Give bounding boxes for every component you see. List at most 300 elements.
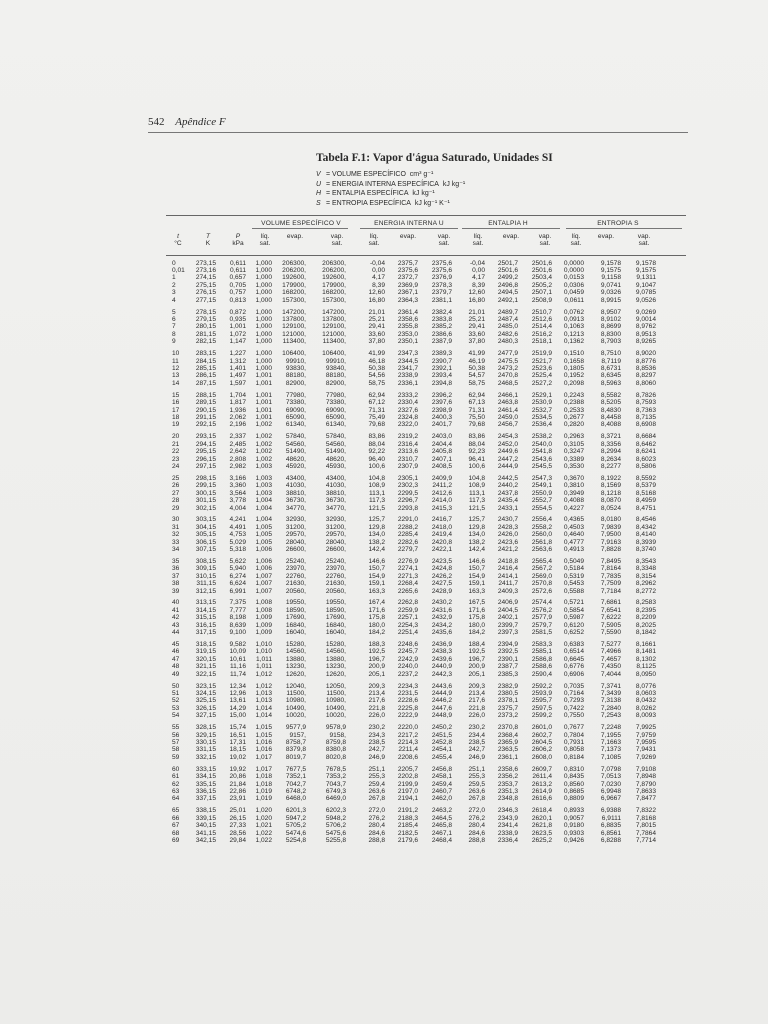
table-cell: 2,062 xyxy=(229,413,246,421)
table-cell: 255,3 xyxy=(368,773,385,780)
table-cell: 48 xyxy=(172,663,180,671)
table-cell: 2310,7 xyxy=(397,455,418,463)
table-cell: 2547,3 xyxy=(531,474,552,482)
table-cell: 8,8536 xyxy=(635,364,656,372)
table-cell: 46,18 xyxy=(368,357,385,365)
table-cell: 180,0 xyxy=(468,621,485,629)
table-cell: 34 xyxy=(172,546,180,553)
table-cell: 51 xyxy=(172,689,180,697)
table-cell: 2613,2 xyxy=(531,780,552,788)
table-cell: 113400, xyxy=(322,338,346,346)
table-cell: 21,01 xyxy=(468,308,485,316)
table-cell: 2597,5 xyxy=(531,704,552,712)
table-cell: 8379,8 xyxy=(285,746,306,754)
table-cell: 230,2 xyxy=(368,724,385,731)
table-cell: 8,5592 xyxy=(635,474,656,482)
table-cell: 29,41 xyxy=(468,323,485,331)
table-cell: 59 xyxy=(172,753,180,761)
table-cell: 8,4959 xyxy=(635,497,656,504)
table-cell: 2369,9 xyxy=(397,281,418,289)
table-cell: 25 xyxy=(172,474,180,482)
table-cell: 2343,9 xyxy=(497,814,518,822)
table-cell: 2451,5 xyxy=(431,731,452,739)
table-cell: 129100, xyxy=(322,323,346,331)
table-cell: 79,68 xyxy=(468,421,485,429)
table-cell: 9158, xyxy=(329,731,346,739)
table-cell: 288,8 xyxy=(468,836,485,844)
table-cell: 1,006 xyxy=(255,565,272,573)
table-cell: 2558,2 xyxy=(531,523,552,531)
table-cell: 2459,4 xyxy=(431,780,452,788)
table-cell: 0,2243 xyxy=(563,391,584,399)
table-cell: 2365,9 xyxy=(497,738,518,746)
table-cell: 16840, xyxy=(325,621,346,629)
table-cell: 2541,8 xyxy=(531,448,552,455)
table-cell: 10,61 xyxy=(229,655,246,663)
table-cell: 4 xyxy=(172,296,176,304)
table-cell: 2409,9 xyxy=(431,474,452,482)
table-cell: 277,15 xyxy=(195,296,216,304)
table-cell: 7,2840 xyxy=(600,704,621,712)
table-cell: 93830, xyxy=(285,364,306,372)
table-cell: 286,15 xyxy=(195,372,216,380)
table-cell: 2450,2 xyxy=(431,724,452,731)
table-cell: 8,5582 xyxy=(600,391,621,399)
table-cell: 336,15 xyxy=(195,787,216,795)
table-cell: 1,021 xyxy=(255,822,272,829)
table-cell: 1,147 xyxy=(229,338,246,346)
table-cell: 2468,4 xyxy=(431,836,452,844)
table-cell: 313,15 xyxy=(195,599,216,607)
table-cell: 8,6241 xyxy=(635,448,656,455)
table-cell: 8,2772 xyxy=(635,587,656,595)
table-cell: 8,5806 xyxy=(635,462,656,470)
table-cell: 2475,5 xyxy=(497,357,518,365)
table-cell: 8,8776 xyxy=(635,357,656,365)
table-cell: 0,6120 xyxy=(563,621,584,629)
table-cell: 6,274 xyxy=(229,572,246,580)
table-cell: 2570,8 xyxy=(531,580,552,588)
table-cell: 21 xyxy=(172,440,180,448)
table-cell: 0,4088 xyxy=(563,497,584,504)
table-cell: 341,15 xyxy=(195,829,216,837)
table-cell: 1,002 xyxy=(255,440,272,448)
table-cell: 2579,7 xyxy=(531,621,552,629)
table-cell: 41,99 xyxy=(368,350,385,357)
table-cell: 1,011 xyxy=(255,655,272,663)
table-cell: 117,3 xyxy=(368,497,385,504)
table-cell: 320,15 xyxy=(195,655,216,663)
table-cell: 154,9 xyxy=(368,572,385,580)
table-cell: 309,15 xyxy=(195,565,216,573)
column-header: P kPa xyxy=(232,233,244,248)
table-cell: 0,0306 xyxy=(563,281,584,289)
table-cell: 18 xyxy=(172,413,180,421)
table-cell: 4,491 xyxy=(229,523,246,531)
table-cell: 8,5205 xyxy=(600,399,621,406)
table-cell: 2444,9 xyxy=(431,689,452,697)
table-cell: 8,0524 xyxy=(600,504,621,512)
table-cell: 106400, xyxy=(282,350,306,357)
column-header: evap. xyxy=(286,233,304,240)
table-cell: -0,04 xyxy=(469,259,485,267)
table-cell: 2608,0 xyxy=(531,753,552,761)
table-cell: 2494,5 xyxy=(497,289,518,297)
table-cell: 8380,8 xyxy=(325,746,346,754)
table-cell: 2407,1 xyxy=(431,455,452,463)
table-cell: 2276,9 xyxy=(397,557,418,565)
header-bottom-rule xyxy=(166,255,686,256)
table-cell: 2234,3 xyxy=(397,682,418,690)
table-cell: 2376,9 xyxy=(431,274,452,282)
table-cell: 31200, xyxy=(285,523,306,531)
table-cell: 2240,0 xyxy=(397,663,418,671)
table-cell: 284,6 xyxy=(368,829,385,837)
table-cell: 2501,6 xyxy=(531,266,552,274)
table-cell: 71,31 xyxy=(368,406,385,414)
table-cell: 0,7035 xyxy=(563,682,584,690)
table-cell: 0,8435 xyxy=(563,773,584,780)
table-cell: 272,0 xyxy=(368,807,385,815)
table-cell: 7678,5 xyxy=(325,765,346,773)
table-cell: 2344,5 xyxy=(397,357,418,365)
table-cell: 1,019 xyxy=(255,795,272,803)
table-cell: 7,0230 xyxy=(600,780,621,788)
table-cell: 280,4 xyxy=(468,822,485,829)
table-cell: 307,15 xyxy=(195,546,216,553)
table-cell: 179900, xyxy=(322,281,346,289)
table-cell: 2271,3 xyxy=(397,572,418,580)
table-cell: 9,0741 xyxy=(600,281,621,289)
table-cell: 1,018 xyxy=(255,773,272,780)
table-cell: 46,19 xyxy=(468,357,485,365)
table-cell: 48620, xyxy=(285,455,306,463)
table-cell: 2574,4 xyxy=(531,599,552,607)
table-cell: 5 xyxy=(172,308,176,316)
table-cell: 54,57 xyxy=(468,372,485,380)
group-header-volume: VOLUME ESPECÍFICO V xyxy=(261,220,341,227)
table-cell: 9,1047 xyxy=(635,281,656,289)
table-cell: 45920, xyxy=(285,462,306,470)
table-cell: 2586,8 xyxy=(531,655,552,663)
table-cell: 0,7422 xyxy=(563,704,584,712)
table-cell: 0,757 xyxy=(229,289,246,297)
table-cell: 1,497 xyxy=(229,372,246,380)
table-cell: 12620, xyxy=(285,670,306,678)
table-cell: 2569,0 xyxy=(531,572,552,580)
table-cell: 2443,6 xyxy=(431,682,452,690)
table-cell: 267,8 xyxy=(368,795,385,803)
table-cell: 5,029 xyxy=(229,538,246,546)
table-cell: 8758,7 xyxy=(285,738,306,746)
table-cell: 73380, xyxy=(285,399,306,406)
table-cell: 2465,8 xyxy=(431,822,452,829)
table-cell: 8,1302 xyxy=(635,655,656,663)
table-cell: 3,564 xyxy=(229,489,246,497)
table-cell: 2503,4 xyxy=(531,274,552,282)
table-cell: 2563,6 xyxy=(531,546,552,553)
table-cell: 242,7 xyxy=(468,746,485,754)
table-cell: 2430,7 xyxy=(497,516,518,524)
table-cell: 294,15 xyxy=(195,440,216,448)
table-cell: 2346,3 xyxy=(497,807,518,815)
table-cell: 267,8 xyxy=(468,795,485,803)
table-cell: 1 xyxy=(172,274,176,282)
table-cell: 108,9 xyxy=(468,482,485,490)
table-top-rule xyxy=(166,215,686,216)
table-cell: 2421,2 xyxy=(497,546,518,553)
table-cell: 2462,0 xyxy=(431,795,452,803)
table-cell: 322,15 xyxy=(195,670,216,678)
table-cell: 6202,3 xyxy=(325,807,346,815)
table-cell: 4,241 xyxy=(229,516,246,524)
table-cell: 2418,0 xyxy=(431,523,452,531)
table-cell: 0,0459 xyxy=(563,289,584,297)
column-header: líq. sat. xyxy=(570,233,582,248)
table-cell: 35 xyxy=(172,557,180,565)
table-cell: 25240, xyxy=(325,557,346,565)
table-cell: 61340, xyxy=(325,421,346,429)
table-cell: 2482,6 xyxy=(497,330,518,338)
table-cell: 2348,8 xyxy=(497,795,518,803)
table-cell: 2268,4 xyxy=(397,580,418,588)
table-cell: 7,8633 xyxy=(635,787,656,795)
table-cell: 2501,6 xyxy=(531,259,552,267)
table-cell: 2299,5 xyxy=(397,489,418,497)
table-cell: 238,5 xyxy=(468,738,485,746)
table-cell: 4,17 xyxy=(372,274,385,282)
table-cell: 2387,7 xyxy=(497,663,518,671)
table-cell: 2179,6 xyxy=(397,836,418,844)
table-cell: 7,7864 xyxy=(635,829,656,837)
table-cell: 0,3670 xyxy=(563,474,584,482)
table-cell: 2430,2 xyxy=(431,599,452,607)
column-header: evap. xyxy=(399,233,417,240)
table-cell: 284,6 xyxy=(468,829,485,837)
table-cell: 2463,8 xyxy=(497,399,518,406)
table-cell: 2625,2 xyxy=(531,836,552,844)
table-cell: 317,15 xyxy=(195,629,216,637)
table-cell: 2398,9 xyxy=(431,406,452,414)
table-cell: 28040, xyxy=(285,538,306,546)
table-cell: 4,004 xyxy=(229,504,246,512)
table-cell: 6,8561 xyxy=(600,829,621,837)
table-cell: 34770, xyxy=(325,504,346,512)
table-cell: 10 xyxy=(172,350,180,357)
table-cell: 1,004 xyxy=(255,504,272,512)
table-cell: 2536,4 xyxy=(531,421,552,429)
table-cell: 38810, xyxy=(325,489,346,497)
table-cell: 7,9269 xyxy=(635,753,656,761)
table-cell: 58 xyxy=(172,746,180,754)
table-cell: 0,5453 xyxy=(563,580,584,588)
table-cell: 2418,8 xyxy=(497,557,518,565)
table-cell: 16,51 xyxy=(229,731,246,739)
table-cell: 175,8 xyxy=(468,614,485,622)
table-cell: 1,001 xyxy=(255,391,272,399)
table-cell: 312,15 xyxy=(195,587,216,595)
table-cell: 163,3 xyxy=(468,587,485,595)
table-cell: 1,001 xyxy=(255,399,272,406)
table-cell: 7,2543 xyxy=(600,712,621,720)
table-cell: 2456,8 xyxy=(431,765,452,773)
table-cell: 2341,7 xyxy=(397,364,418,372)
table-cell: 18590, xyxy=(285,606,306,614)
group-header-enthalpy: ENTALPIA H xyxy=(488,220,528,227)
table-cell: 12 xyxy=(172,364,180,372)
table-cell: 213,4 xyxy=(468,689,485,697)
table-cell: 43 xyxy=(172,621,180,629)
table-cell: 2437,8 xyxy=(497,489,518,497)
table-cell: 7,8015 xyxy=(635,822,656,829)
table-cell: 2545,5 xyxy=(531,462,552,470)
table-cell: 8,7903 xyxy=(600,338,621,346)
table-cell: 2452,8 xyxy=(431,738,452,746)
table-cell: 274,15 xyxy=(195,274,216,282)
table-cell: 1,002 xyxy=(255,433,272,441)
table-cell: 2424,8 xyxy=(431,565,452,573)
table-cell: 2392,1 xyxy=(431,364,452,372)
table-cell: 0,7804 xyxy=(563,731,584,739)
table-cell: 15 xyxy=(172,391,180,399)
table-cell: 8,9102 xyxy=(600,315,621,323)
table-cell: 19550, xyxy=(325,599,346,607)
table-cell: 298,15 xyxy=(195,474,216,482)
table-cell: 2467,1 xyxy=(431,829,452,837)
table-cell: 36730, xyxy=(325,497,346,504)
table-cell: 20,86 xyxy=(229,773,246,780)
table-cell: 8,7593 xyxy=(635,399,656,406)
table-cell: 259,5 xyxy=(468,780,485,788)
table-cell: 9577,9 xyxy=(285,724,306,731)
table-cell: 2440,9 xyxy=(431,663,452,671)
table-cell: 2593,9 xyxy=(531,689,552,697)
table-cell: 0,1063 xyxy=(563,323,584,331)
table-cell: 1,003 xyxy=(255,474,272,482)
table-cell: 7677,5 xyxy=(285,765,306,773)
table-cell: 340,15 xyxy=(195,822,216,829)
column-header: evap. xyxy=(597,233,615,240)
table-cell: 0,3949 xyxy=(563,489,584,497)
table-cell: 67,13 xyxy=(468,399,485,406)
table-cell: 6469,0 xyxy=(325,795,346,803)
table-cell: 5705,2 xyxy=(285,822,306,829)
table-cell: 8,0093 xyxy=(635,712,656,720)
table-cell: 23,91 xyxy=(229,795,246,803)
table-cell: 1,006 xyxy=(255,546,272,553)
table-cell: 0,2677 xyxy=(563,413,584,421)
table-cell: 8,5963 xyxy=(600,379,621,387)
table-cell: 7,1085 xyxy=(600,753,621,761)
table-cell: 8,6731 xyxy=(600,364,621,372)
table-cell: 3,360 xyxy=(229,482,246,490)
table-cell: 2428,9 xyxy=(431,587,452,595)
table-cell: 6748,2 xyxy=(285,787,306,795)
table-cell: 159,1 xyxy=(368,580,385,588)
table-cell: 1,000 xyxy=(255,338,272,346)
table-cell: 1,007 xyxy=(255,572,272,580)
table-cell: 0,4503 xyxy=(563,523,584,531)
table-cell: 8,4458 xyxy=(600,413,621,421)
table-cell: 18590, xyxy=(325,606,346,614)
table-cell: 37 xyxy=(172,572,180,580)
table-cell: 0,3389 xyxy=(563,455,584,463)
table-cell: 2599,2 xyxy=(531,712,552,720)
table-cell: 2394,9 xyxy=(497,640,518,648)
table-cell: 157300, xyxy=(322,296,346,304)
table-cell: 65090, xyxy=(285,413,306,421)
table-cell: 238,5 xyxy=(368,738,385,746)
table-cell: 51490, xyxy=(325,448,346,455)
table-cell: 2336,4 xyxy=(497,836,518,844)
table-cell: 2341,4 xyxy=(497,822,518,829)
table-cell: 29570, xyxy=(325,531,346,539)
table-cell: 0,0000 xyxy=(563,259,584,267)
table-cell: 2313,6 xyxy=(397,448,418,455)
table-cell: 1,001 xyxy=(255,406,272,414)
table-cell: 125,7 xyxy=(468,516,485,524)
table-cell: 196,7 xyxy=(468,655,485,663)
table-cell: 179900, xyxy=(282,281,306,289)
table-cell: 279,15 xyxy=(195,315,216,323)
table-cell: 2623,5 xyxy=(531,829,552,837)
table-cell: 10980, xyxy=(285,697,306,705)
table-cell: 138,2 xyxy=(468,538,485,546)
table-cell: 1,936 xyxy=(229,406,246,414)
table-cell: 2468,5 xyxy=(497,379,518,387)
table-cell: 63 xyxy=(172,787,180,795)
table-cell: 2565,4 xyxy=(531,557,552,565)
table-cell: 6468,0 xyxy=(285,795,306,803)
table-cell: 226,0 xyxy=(368,712,385,720)
table-cell: 7,8828 xyxy=(600,546,621,553)
table-cell: 0,00 xyxy=(472,266,485,274)
table-cell: 54560, xyxy=(325,440,346,448)
table-cell: 2367,1 xyxy=(397,289,418,297)
table-cell: 2316,4 xyxy=(397,440,418,448)
table-cell: 13230, xyxy=(285,663,306,671)
table-cell: 134,0 xyxy=(468,531,485,539)
table-cell: 324,15 xyxy=(195,689,216,697)
table-cell: 7,9431 xyxy=(635,746,656,754)
table-cell: 278,15 xyxy=(195,308,216,316)
table-cell: 8,7363 xyxy=(635,406,656,414)
table-cell: 2530,9 xyxy=(531,399,552,406)
table-cell: 2442,3 xyxy=(431,670,452,678)
table-cell: 8,3740 xyxy=(635,546,656,553)
table-cell: 159,1 xyxy=(468,580,485,588)
table-cell: 58,75 xyxy=(368,379,385,387)
table-cell: 282,15 xyxy=(195,338,216,346)
table-cell: 2447,2 xyxy=(497,455,518,463)
table-cell: 2538,2 xyxy=(531,433,552,441)
table-cell: 8,7510 xyxy=(600,350,621,357)
table-cell: 12,60 xyxy=(368,289,385,297)
table-cell: 221,8 xyxy=(468,704,485,712)
table-cell: 2,808 xyxy=(229,455,246,463)
table-cell: 1,000 xyxy=(255,350,272,357)
table-cell: 25,01 xyxy=(229,807,246,815)
table-cell: 24 xyxy=(172,462,180,470)
table-cell: 2372,7 xyxy=(397,274,418,282)
table-cell: 251,1 xyxy=(368,765,385,773)
table-cell: 15280, xyxy=(285,640,306,648)
table-cell: 8,5168 xyxy=(635,489,656,497)
table-cell: 2543,6 xyxy=(531,455,552,463)
table-cell: 8,7119 xyxy=(601,357,621,365)
table-cell: 54 xyxy=(172,712,180,720)
table-cell: 2454,3 xyxy=(497,433,518,441)
